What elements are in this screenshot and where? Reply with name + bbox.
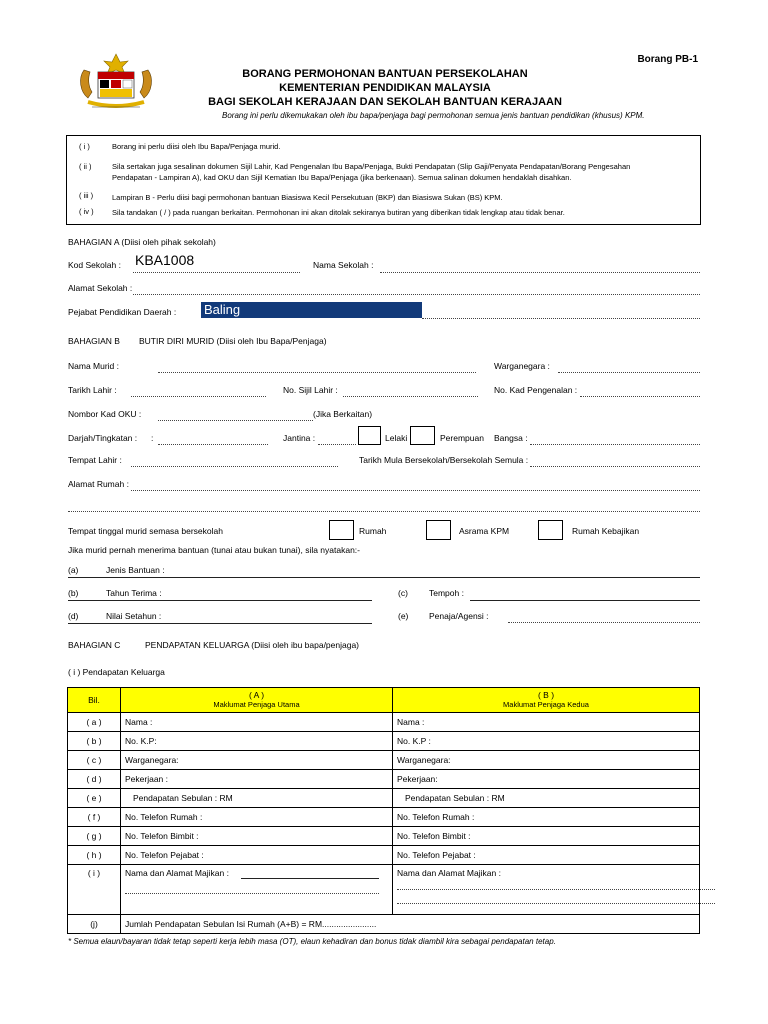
tahun-terima-field[interactable] [68,600,372,601]
row-bil: ( f ) [68,808,121,827]
jika-berkaitan-note: (Jika Berkaitan) [313,409,373,419]
row-bil: (j) [68,915,121,934]
tempoh-label: Tempoh : [429,588,464,598]
pendapatan-keluarga-subheading: ( i ) Pendapatan Keluarga [68,667,165,677]
footnote: * Semua elaun/bayaran tidak tetap seperti kerja lebih masa (OT), elaun kehadiran dan bonus tidak diambil kira sebagai pendapatan tetap. [68,937,556,946]
alamat-sekolah-field[interactable] [133,294,700,295]
col-a-subtitle: Maklumat Penjaga Utama [213,700,300,709]
penaja-field[interactable] [508,622,700,623]
jika-bantuan-note: Jika murid pernah menerima bantuan (tunai atau bukan tunai), sila nyatakan:- [68,545,361,555]
cell-a-telefon-rumah[interactable]: No. Telefon Rumah : [121,808,393,827]
note-text: Borang ini perlu diisi oleh Ibu Bapa/Penjaga murid. [112,142,281,151]
ppd-field[interactable]: Baling [201,302,422,318]
cell-b-telefon-pejabat[interactable]: No. Telefon Pejabat : [393,846,700,865]
lelaki-checkbox[interactable] [358,426,381,445]
kod-sekolah-field[interactable]: KBA1008 [133,252,300,273]
ppd-label: Pejabat Pendidikan Daerah : [68,307,177,317]
majikan-a-line1 [241,878,379,879]
section-c-heading: BAHAGIAN C [68,640,121,650]
cell-a-no-kp[interactable]: No. K.P: [121,732,393,751]
tarikh-lahir-label: Tarikh Lahir : [68,385,117,395]
form-title-line2: KEMENTERIAN PENDIDIKAN MALAYSIA [279,82,491,94]
rumah-label: Rumah [359,526,387,536]
darjah-colon: : [151,433,154,443]
tempat-lahir-label: Tempat Lahir : [68,455,122,465]
row-bil: ( g ) [68,827,121,846]
tahun-terima-label: Tahun Terima : [106,588,162,598]
nama-sekolah-field[interactable] [380,272,700,273]
tempoh-field[interactable] [470,600,700,601]
jumlah-pendapatan-cell[interactable]: Jumlah Pendapatan Sebulan Isi Rumah (A+B) = RM....................... [121,915,700,934]
row-bil: ( e ) [68,789,121,808]
sijil-lahir-field[interactable] [343,396,478,397]
nama-sekolah-label: Nama Sekolah : [313,260,374,270]
row-bil: ( i ) [68,865,121,915]
cell-a-telefon-pejabat[interactable]: No. Telefon Pejabat : [121,846,393,865]
nilai-setahun-label: Nilai Setahun : [106,611,162,621]
tarikh-mula-label: Tarikh Mula Bersekolah/Bersekolah Semula : [359,455,529,465]
cell-a-telefon-bimbit[interactable]: No. Telefon Bimbit : [121,827,393,846]
table-row [68,827,700,846]
tempat-lahir-field[interactable] [131,466,338,467]
asrama-checkbox[interactable] [426,520,451,540]
jantina-field [318,444,356,445]
lelaki-label: Lelaki [385,433,408,443]
cell-b-telefon-rumah[interactable]: No. Telefon Rumah : [393,808,700,827]
section-a-heading: BAHAGIAN A (Diisi oleh pihak sekolah) [68,237,216,247]
table-row [68,732,700,751]
item-label-e: (e) [398,611,409,621]
form-title-line1: BORANG PERMOHONAN BANTUAN PERSEKOLAHAN [242,68,528,80]
warganegara-field[interactable] [558,372,700,373]
note-text: Pendapatan - Lampiran A), kad OKU dan Sijil Kematian Ibu Bapa/Penjaga (jika berkenaan). Semua salinan dokumen hendaklah disahkan. [112,173,572,182]
row-bil: ( c ) [68,751,121,770]
form-code: Borang PB-1 [637,54,698,65]
majikan-a-line2 [125,893,379,894]
notes-box [66,135,701,225]
col-b-header [393,688,700,713]
cell-a-warganegara[interactable]: Warganegara: [121,751,393,770]
table-row-total [68,915,700,934]
tempat-tinggal-label: Tempat tinggal murid semasa bersekolah [68,526,223,536]
item-label-a: (a) [68,565,79,575]
form-title-line3: BAGI SEKOLAH KERAJAAN DAN SEKOLAH BANTUAN KERAJAAN [208,96,562,108]
row-bil: ( h ) [68,846,121,865]
alamat-rumah-field[interactable] [131,490,700,491]
item-label-d: (d) [68,611,79,621]
nilai-setahun-field[interactable] [68,623,372,624]
note-number: ( ii ) [79,162,92,171]
col-b-title: ( B ) [537,690,555,700]
kad-oku-label: Nombor Kad OKU : [68,409,142,419]
cell-b-nama[interactable]: Nama : [393,713,700,732]
col-a-title: ( A ) [248,690,265,700]
sijil-lahir-label: No. Sijil Lahir : [283,385,338,395]
cell-b-telefon-bimbit[interactable]: No. Telefon Bimbit : [393,827,700,846]
row-bil: ( a ) [68,713,121,732]
rumah-kebajikan-checkbox[interactable] [538,520,563,540]
cell-b-majikan[interactable] [393,865,700,915]
warganegara-label: Warganegara : [494,361,550,371]
tarikh-lahir-field[interactable] [131,396,266,397]
kod-sekolah-label: Kod Sekolah : [68,260,121,270]
cell-a-pendapatan[interactable]: Pendapatan Sebulan : RM [121,789,393,808]
section-b-heading: BAHAGIAN B [68,336,120,346]
col-a-header [121,688,393,713]
cell-b-pendapatan[interactable]: Pendapatan Sebulan : RM [393,789,700,808]
kad-oku-field[interactable] [158,420,313,421]
nama-murid-label: Nama Murid : [68,361,120,371]
income-table-header [68,688,700,713]
nama-murid-field[interactable] [158,372,476,373]
rumah-kebajikan-label: Rumah Kebajikan [572,526,640,536]
jantina-label: Jantina : [283,433,316,443]
tarikh-mula-field[interactable] [530,466,700,467]
alamat-rumah-field-line2[interactable] [68,511,700,512]
kad-pengenalan-field[interactable] [580,396,700,397]
note-number: ( i ) [79,142,90,151]
cell-b-pekerjaan[interactable]: Pekerjaan: [393,770,700,789]
cell-b-majikan-label: Nama dan Alamat Majikan : [397,868,501,878]
table-row [68,713,700,732]
form-subtitle: Borang ini perlu dikemukakan oleh ibu bapa/penjaga bagi permohonan semua jenis bantuan pendidikan (khusus) KPM. [222,111,645,120]
note-text: Lampiran B - Perlu diisi bagi permohonan bantuan Biasiswa Kecil Persekutuan (BKP) dan Biasiswa Sukan (BS) KPM. [112,193,503,202]
note-text: Sila tandakan ( / ) pada ruangan berkaitan. Permohonan ini akan ditolak sekiranya butiran yang diberikan tidak lengkap atau tidak benar. [112,208,565,217]
item-label-c: (c) [398,588,408,598]
col-bil-header: Bil. [68,688,121,713]
cell-b-warganegara[interactable]: Warganegara: [393,751,700,770]
majikan-b-line1 [397,889,715,890]
row-bil: ( b ) [68,732,121,751]
government-crest-logo [70,52,162,116]
note-text: Sila sertakan juga sesalinan dokumen Sijil Lahir, Kad Pengenalan Ibu Bapa/Penjaga, Bukti Pendapatan (Slip Gaji/Penyata Pendapatan/Borang Pengesahan [112,162,631,171]
alamat-rumah-label: Alamat Rumah : [68,479,129,489]
bangsa-label: Bangsa : [494,433,528,443]
section-c-subheading: PENDAPATAN KELUARGA (Diisi oleh ibu bapa/penjaga) [145,640,360,650]
penaja-label: Penaja/Agensi : [429,611,489,621]
perempuan-label: Perempuan [440,433,484,443]
table-row [68,846,700,865]
table-row [68,751,700,770]
alamat-sekolah-label: Alamat Sekolah : [68,283,133,293]
darjah-field[interactable] [158,444,268,445]
cell-a-majikan[interactable] [121,865,393,915]
table-row [68,770,700,789]
col-b-subtitle: Maklumat Penjaga Kedua [503,700,589,709]
cell-b-no-kp[interactable]: No. K.P : [393,732,700,751]
row-bil: ( d ) [68,770,121,789]
income-table [67,687,700,934]
note-number: ( iv ) [79,207,94,216]
table-row [68,808,700,827]
cell-a-nama[interactable]: Nama : [121,713,393,732]
rumah-checkbox[interactable] [329,520,354,540]
asrama-label: Asrama KPM [459,526,510,536]
darjah-label: Darjah/Tingkatan : [68,433,138,443]
jenis-bantuan-field[interactable] [68,577,700,578]
section-b-subheading: BUTIR DIRI MURID (Diisi oleh Ibu Bapa/Penjaga) [139,336,327,346]
perempuan-checkbox[interactable] [410,426,435,445]
majikan-b-line2 [397,903,715,904]
kad-pengenalan-label: No. Kad Pengenalan : [494,385,578,395]
table-row [68,865,700,915]
ppd-field-line [422,318,700,319]
jenis-bantuan-label: Jenis Bantuan : [106,565,165,575]
cell-a-majikan-label: Nama dan Alamat Majikan : [125,868,229,878]
cell-a-pekerjaan[interactable]: Pekerjaan : [121,770,393,789]
item-label-b: (b) [68,588,79,598]
bangsa-field[interactable] [530,444,700,445]
table-row [68,789,700,808]
note-number: ( iii ) [79,191,94,200]
